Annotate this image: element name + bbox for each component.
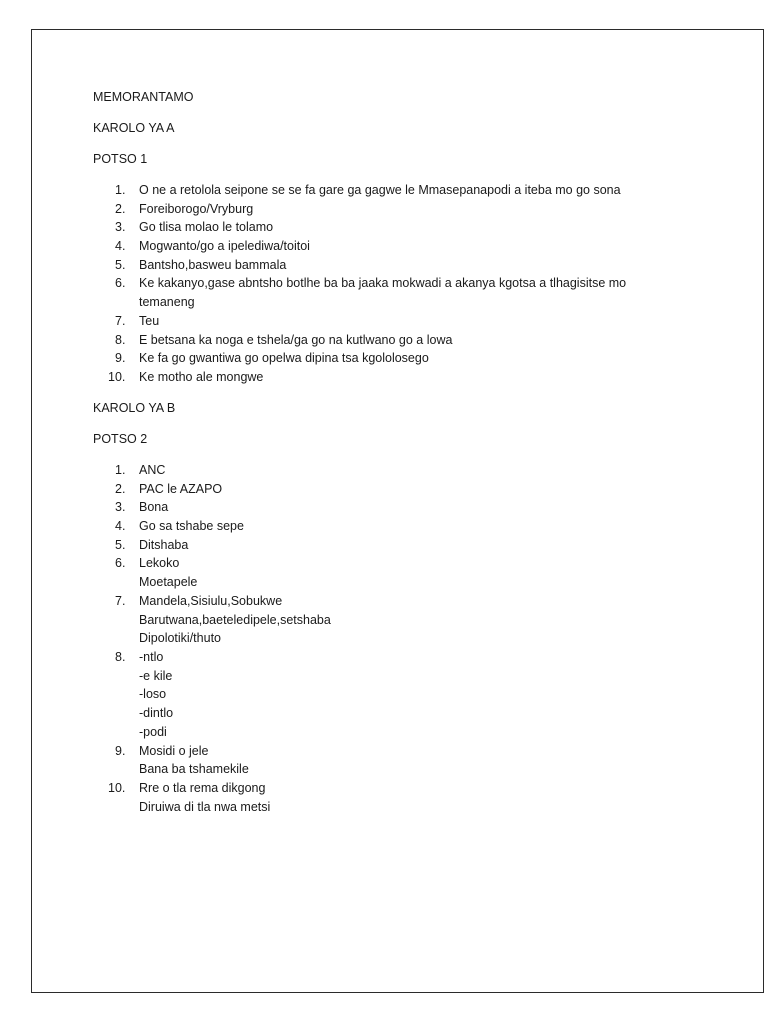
answer-line: Ditshaba [139,537,189,552]
answer-item [93,312,733,331]
answer-line: Go sa tshabe sepe [139,519,244,534]
answer-number: 2. [115,481,126,496]
answer-line: Bantsho,basweu bammala [139,257,287,272]
answer-number: 6. [115,556,126,571]
answer-line: temaneng [139,295,195,310]
document-page [31,29,764,993]
answer-number: 5. [115,537,126,552]
section-b-answer-list [93,461,733,816]
answer-line: -loso [139,687,167,702]
answer-line: Teu [139,313,160,328]
answer-text [139,536,733,555]
answer-number: 6. [115,276,126,291]
answer-line: O ne a retolola seipone se se fa gare ga gagwe le Mmasepanapodi a iteba mo go sona [139,182,621,197]
answer-line: Bona [139,500,169,515]
answer-number: 4. [115,519,126,534]
answer-item [93,536,733,555]
answer-line: Diruiwa di tla nwa metsi [139,799,271,814]
answer-line: Moetapele [139,575,198,590]
answer-item [93,200,733,219]
answer-line: E betsana ka noga e tshela/ga go na kutlwano go a lowa [139,332,453,347]
answer-item [93,648,733,742]
answer-line: Foreiborogo/Vryburg [139,201,254,216]
answer-text [139,592,733,648]
document-content [93,88,733,816]
answer-item [93,256,733,275]
answer-line: Bana ba tshamekile [139,762,249,777]
answer-item [93,237,733,256]
answer-line: PAC le AZAPO [139,481,223,496]
answer-line: Mosidi o jele [139,743,209,758]
answer-text [139,648,733,742]
answer-item [93,779,733,816]
answer-number: 4. [115,239,126,254]
answer-number: 8. [115,649,126,664]
section-b-title: KAROLO YA B [93,400,176,415]
answer-line: Rre o tla rema dikgong [139,780,266,795]
answer-number: 8. [115,332,126,347]
answer-text [139,331,733,350]
answer-line: Go tlisa molao le tolamo [139,220,274,235]
section-a-answer-list [93,181,733,387]
answer-item [93,331,733,350]
answer-number: 10. [108,369,126,384]
answer-line: Ke kakanyo,gase abntsho botlhe ba ba jaaka mokwadi a akanya kgotsa a tlhagisitse mo [139,276,627,291]
answer-text [139,779,733,816]
answer-text [139,181,733,200]
answer-text [139,480,733,499]
answer-text [139,256,733,275]
answer-line: Ke fa go gwantiwa go opelwa dipina tsa kgololosego [139,351,429,366]
answer-item [93,368,733,387]
section-a-question: POTSO 1 [93,151,148,166]
answer-text [139,368,733,387]
answer-text [139,498,733,517]
answer-number: 3. [115,500,126,515]
answer-text [139,274,733,311]
answer-text [139,218,733,237]
answer-item [93,349,733,368]
answer-line: ANC [139,462,166,477]
answer-number: 9. [115,743,126,758]
answer-item [93,480,733,499]
memo-title: MEMORANTAMO [93,90,194,104]
answer-item [93,554,733,591]
answer-item [93,461,733,480]
answer-item [93,742,733,779]
answer-line: -dintlo [139,706,174,721]
answer-number: 9. [115,351,126,366]
answer-text [139,461,733,480]
answer-text [139,200,733,219]
answer-number: 10. [108,780,126,795]
answer-number: 7. [115,313,126,328]
section-b-question: POTSO 2 [93,431,148,446]
answer-number: 7. [115,593,126,608]
answer-item [93,592,733,648]
answer-item [93,498,733,517]
answer-text [139,554,733,591]
answer-line: Dipolotiki/thuto [139,631,221,646]
section-a-title: KAROLO YA A [93,120,175,135]
answer-line: Barutwana,baeteledipele,setshaba [139,612,331,627]
answer-line: Mogwanto/go a ipelediwa/toitoi [139,239,310,254]
answer-text [139,312,733,331]
answer-line: -podi [139,724,167,739]
answer-line: Ke motho ale mongwe [139,369,264,384]
answer-line: Mandela,Sisiulu,Sobukwe [139,593,283,608]
answer-line: -e kile [139,668,173,683]
answer-text [139,517,733,536]
answer-item [93,181,733,200]
answer-number: 1. [115,462,126,477]
answer-line: Lekoko [139,556,180,571]
answer-number: 5. [115,257,126,272]
answer-item [93,218,733,237]
answer-text [139,237,733,256]
answer-number: 2. [115,201,126,216]
answer-item [93,274,733,311]
answer-number: 1. [115,182,126,197]
answer-number: 3. [115,220,126,235]
answer-item [93,517,733,536]
answer-text [139,349,733,368]
answer-line: -ntlo [139,649,164,664]
answer-text [139,742,733,779]
